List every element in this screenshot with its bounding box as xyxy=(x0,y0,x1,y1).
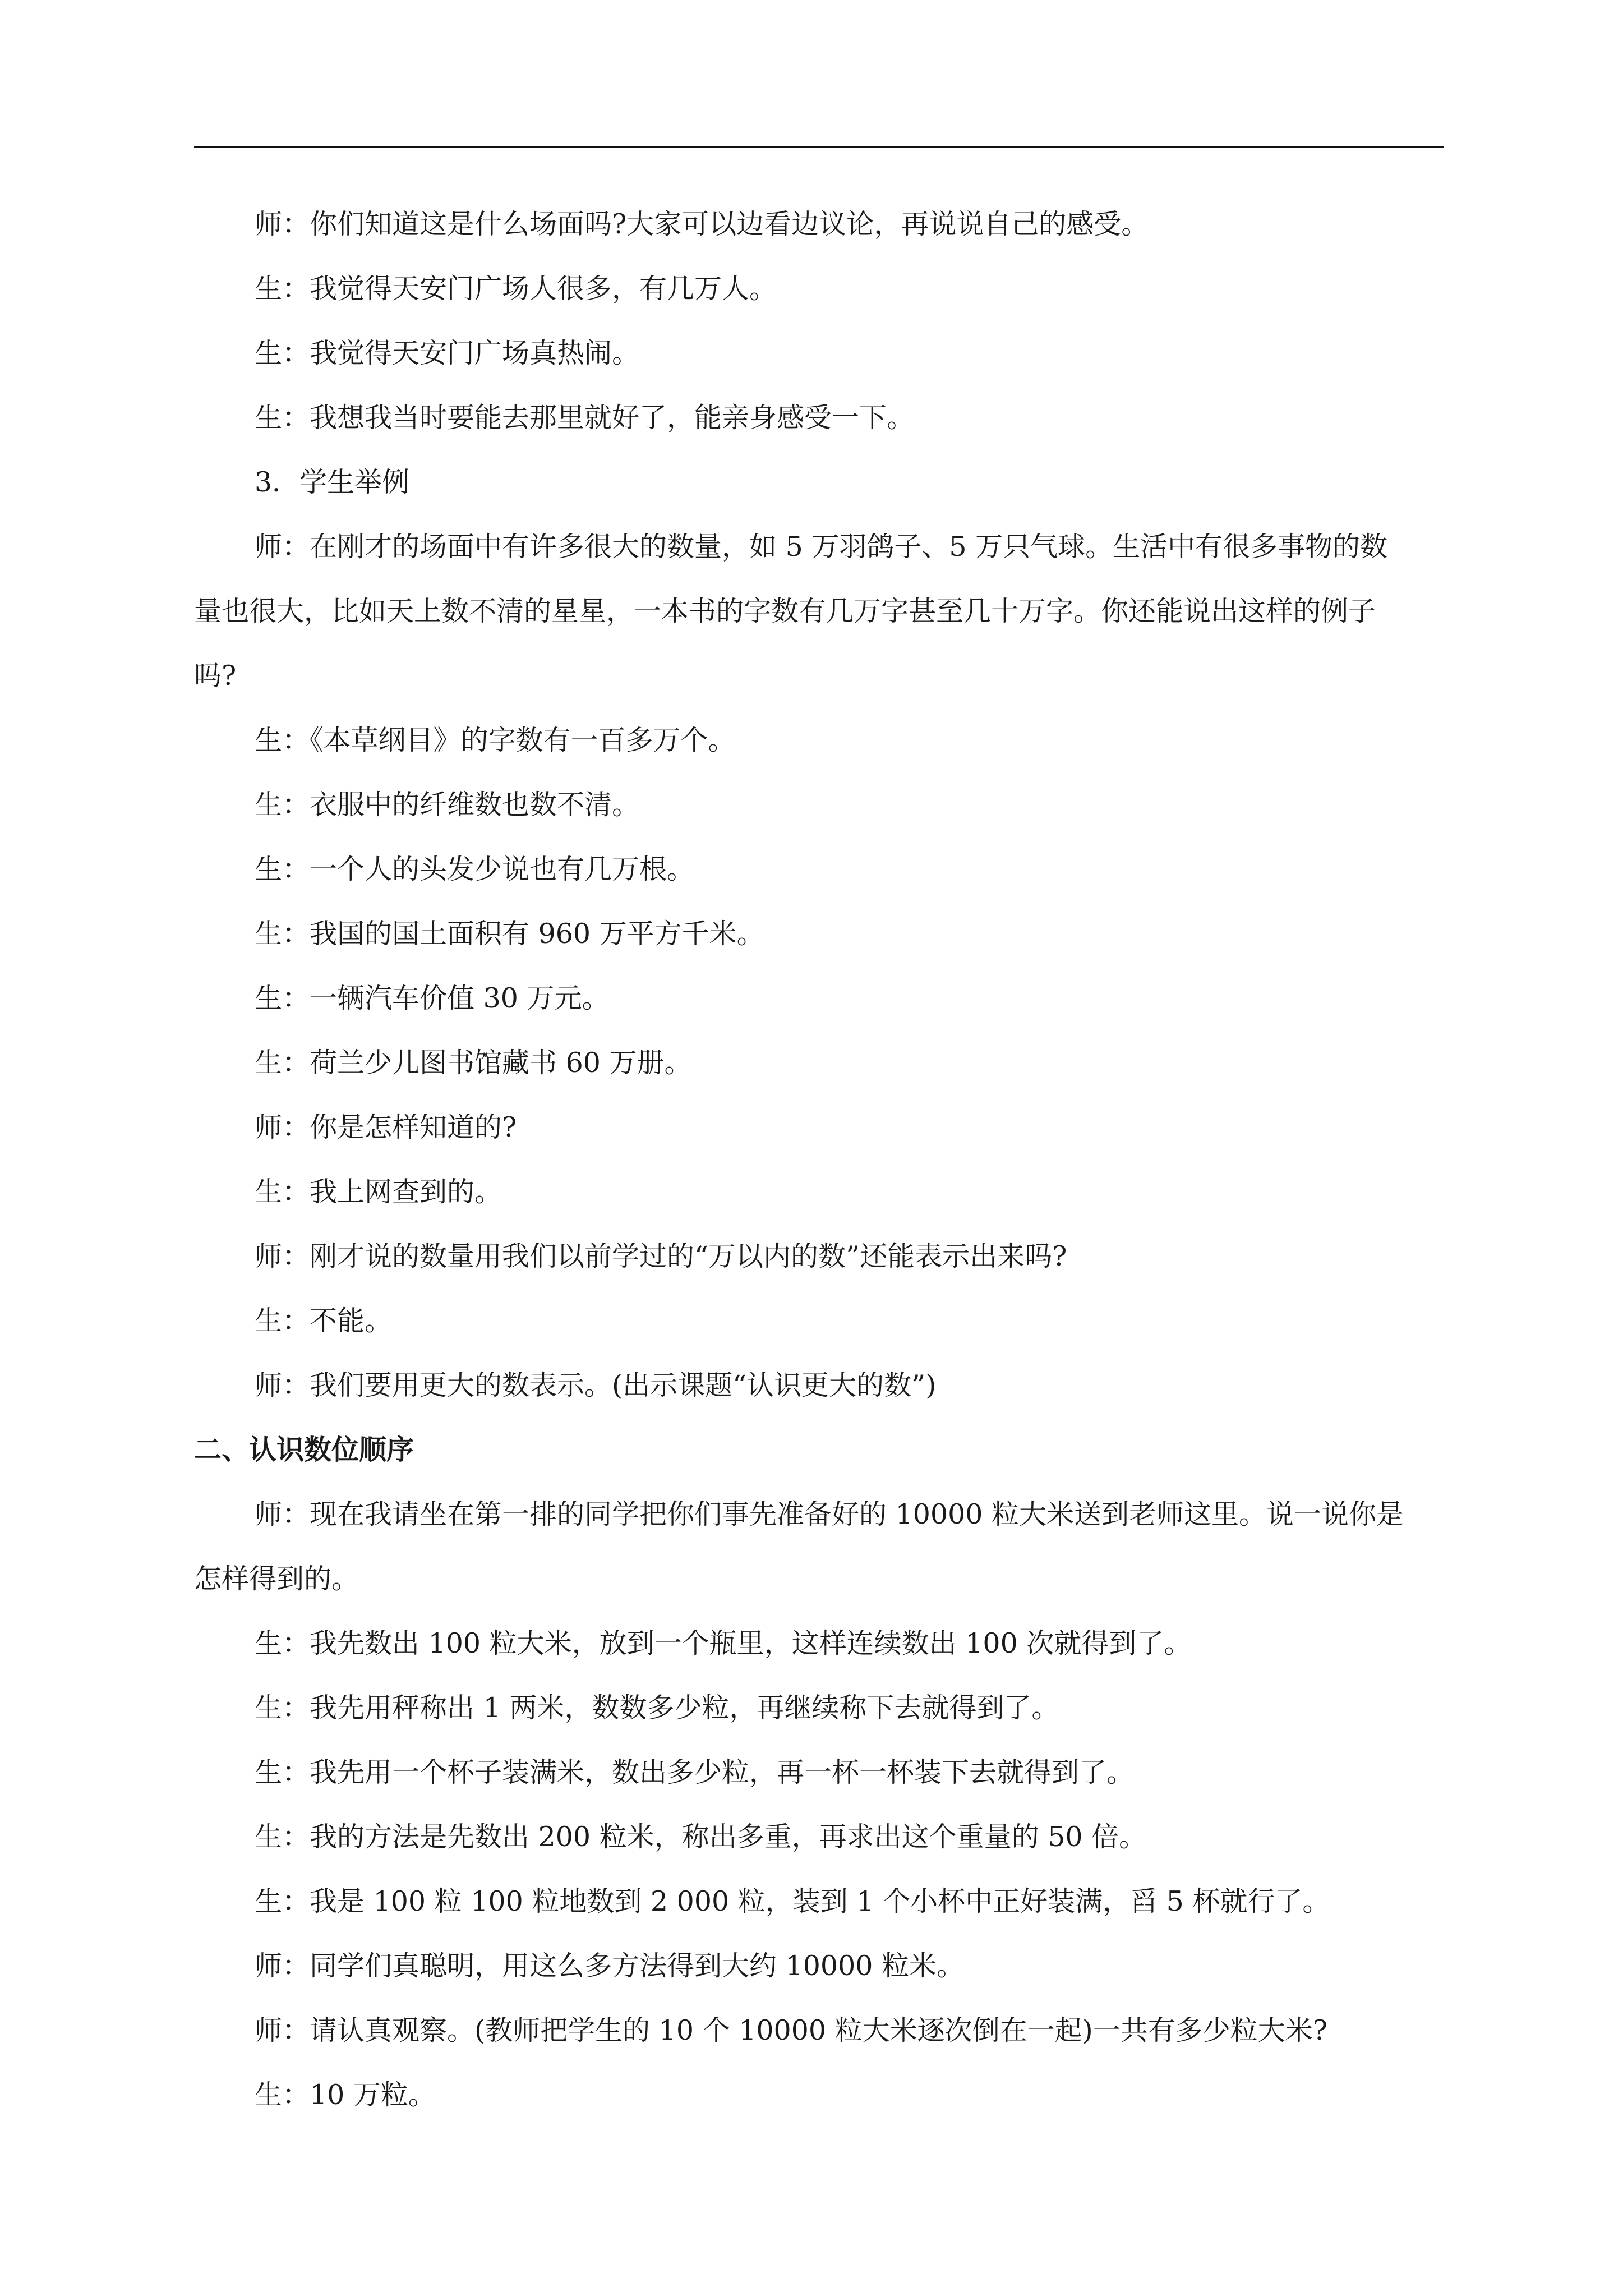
paragraph-line: 师：刚才说的数量用我们以前学过的“万以内的数”还能表示出来吗? xyxy=(255,1240,1067,1272)
paragraph-line: 生：我觉得天安门广场真热闹。 xyxy=(255,337,640,369)
paragraph-continuation-line: 吗? xyxy=(194,660,237,692)
paragraph-line: 生：《本草纲目》的字数有一百多万个。 xyxy=(255,724,736,756)
paragraph-line: 生：我先用一个杯子装满米，数出多少粒，再一杯一杯装下去就得到了。 xyxy=(255,1756,1135,1788)
paragraph-line: 师：我们要用更大的数表示。(出示课题“认识更大的数”) xyxy=(255,1369,937,1401)
header-rule xyxy=(194,146,1444,148)
paragraph-line: 师：同学们真聪明，用这么多方法得到大约 10000 粒米。 xyxy=(255,1950,965,1982)
paragraph-continuation-line: 量也很大，比如天上数不清的星星，一本书的字数有几万字甚至几十万字。你还能说出这样的例子 xyxy=(194,595,1376,627)
paragraph-line: 生：我先用秤称出 1 两米，数数多少粒，再继续称下去就得到了。 xyxy=(255,1692,1059,1724)
paragraph-line: 生：一辆汽车价值 30 万元。 xyxy=(255,982,610,1014)
paragraph-line: 师：在刚才的场面中有许多很大的数量，如 5 万羽鸽子、5 万只气球。生活中有很多事物的数 xyxy=(255,531,1388,563)
paragraph-line: 师：现在我请坐在第一排的同学把你们事先准备好的 10000 粒大米送到老师这里。说一说你是 xyxy=(255,1498,1404,1530)
paragraph-line: 生：不能。 xyxy=(255,1305,393,1337)
paragraph-line: 3．学生举例 xyxy=(255,466,410,498)
paragraph-continuation-line: 怎样得到的。 xyxy=(194,1563,359,1595)
paragraph-line: 生：我的方法是先数出 200 粒米，称出多重，再求出这个重量的 50 倍。 xyxy=(255,1821,1147,1853)
paragraph-line: 生：我想我当时要能去那里就好了，能亲身感受一下。 xyxy=(255,402,915,434)
paragraph-line: 师：你们知道这是什么场面吗?大家可以边看边议论，再说说自己的感受。 xyxy=(255,208,1149,240)
paragraph-line: 生：我是 100 粒 100 粒地数到 2 000 粒，装到 1 个小杯中正好装满，舀 5 杯就行了。 xyxy=(255,1885,1330,1917)
paragraph-line: 生：我觉得天安门广场人很多，有几万人。 xyxy=(255,273,777,305)
section-heading: 二、认识数位顺序 xyxy=(194,1434,414,1466)
paragraph-line: 生：荷兰少儿图书馆藏书 60 万册。 xyxy=(255,1047,692,1079)
paragraph-line: 生：我上网查到的。 xyxy=(255,1176,502,1208)
paragraph-line: 生：10 万粒。 xyxy=(255,2079,436,2111)
paragraph-line: 生：一个人的头发少说也有几万根。 xyxy=(255,853,695,885)
paragraph-line: 生：我先数出 100 粒大米，放到一个瓶里，这样连续数出 100 次就得到了。 xyxy=(255,1627,1192,1659)
paragraph-line: 生：衣服中的纤维数也数不清。 xyxy=(255,789,640,821)
paragraph-line: 师：你是怎样知道的? xyxy=(255,1111,517,1143)
paragraph-line: 师：请认真观察。(教师把学生的 10 个 10000 粒大米逐次倒在一起)一共有多少粒大米? xyxy=(255,2014,1328,2046)
paragraph-line: 生：我国的国土面积有 960 万平方千米。 xyxy=(255,918,764,950)
document-body xyxy=(194,208,1444,2143)
